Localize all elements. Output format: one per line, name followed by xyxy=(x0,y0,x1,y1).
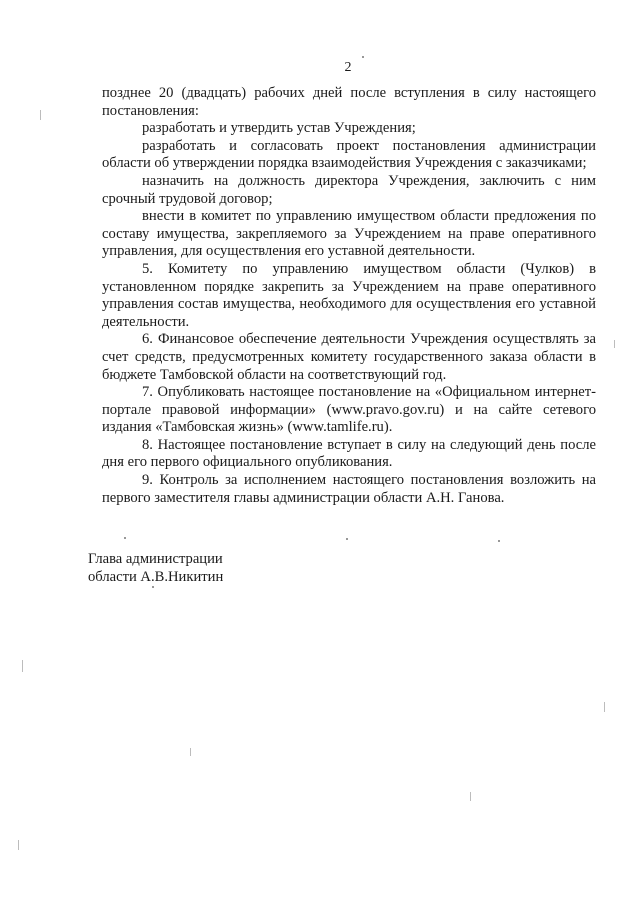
scan-mark xyxy=(190,748,191,756)
scan-speck xyxy=(346,538,348,540)
paragraph-intro: позднее 20 (двадцать) рабочих дней после вступления в силу настоящего постановления: xyxy=(102,85,596,119)
signature-name: области А.В.Никитин xyxy=(88,568,224,585)
signature-block xyxy=(88,551,223,586)
scan-speck xyxy=(362,56,364,58)
scan-mark xyxy=(604,702,605,712)
scan-mark xyxy=(614,340,615,348)
scan-speck xyxy=(498,540,500,542)
paragraph-property-proposal: внести в комитет по управлению имуществом области предложения по составу имущества, закрепляемого за Учреждением на праве оперативного управления, для осуществления его уставной деятельности. xyxy=(102,208,596,260)
paragraph-item-8: 8. Настоящее постановление вступает в силу на следующий день после дня его первого официального опубликования. xyxy=(102,436,596,471)
paragraph-item-6: 6. Финансовое обеспечение деятельности Учреждения осуществлять за счет средств, предусмотренных комитету государственного заказа области в бюджете Тамбовской области на соответствующий год. xyxy=(102,331,596,383)
scan-mark xyxy=(18,840,19,850)
paragraph-director: назначить на должность директора Учреждения, заключить с ним срочный трудовой договор; xyxy=(102,172,596,207)
page-number: 2 xyxy=(344,60,352,75)
paragraph-item-5: 5. Комитету по управлению имуществом области (Чулков) в установленном порядке закрепить за Учреждением на праве оперативного управления состав имущества, необходимого для осуществления его уставной деятельности. xyxy=(102,260,596,330)
scan-mark xyxy=(470,792,471,801)
scan-mark xyxy=(22,660,23,672)
paragraph-item-7: 7. Опубликовать настоящее постановление на «Официальном интернет-портале правовой информации» (www.pravo.gov.ru) и на сайте сетевого издания «Тамбовская жизнь» (www.tamlife.ru). xyxy=(102,384,596,436)
paragraph-item-9: 9. Контроль за исполнением настоящего постановления возложить на первого заместителя главы администрации области А.Н. Ганова. xyxy=(102,472,596,506)
paragraph-interaction-order: разработать и согласовать проект постановления администрации области об утверждении порядка взаимодействия Учреждения с заказчиками; xyxy=(102,137,596,172)
signature-title: Глава администрации xyxy=(88,551,223,567)
document-body xyxy=(102,85,596,507)
scan-speck xyxy=(124,537,126,539)
scan-speck xyxy=(152,586,154,588)
scan-mark xyxy=(40,110,41,120)
paragraph-charter: разработать и утвердить устав Учреждения; xyxy=(142,120,416,137)
